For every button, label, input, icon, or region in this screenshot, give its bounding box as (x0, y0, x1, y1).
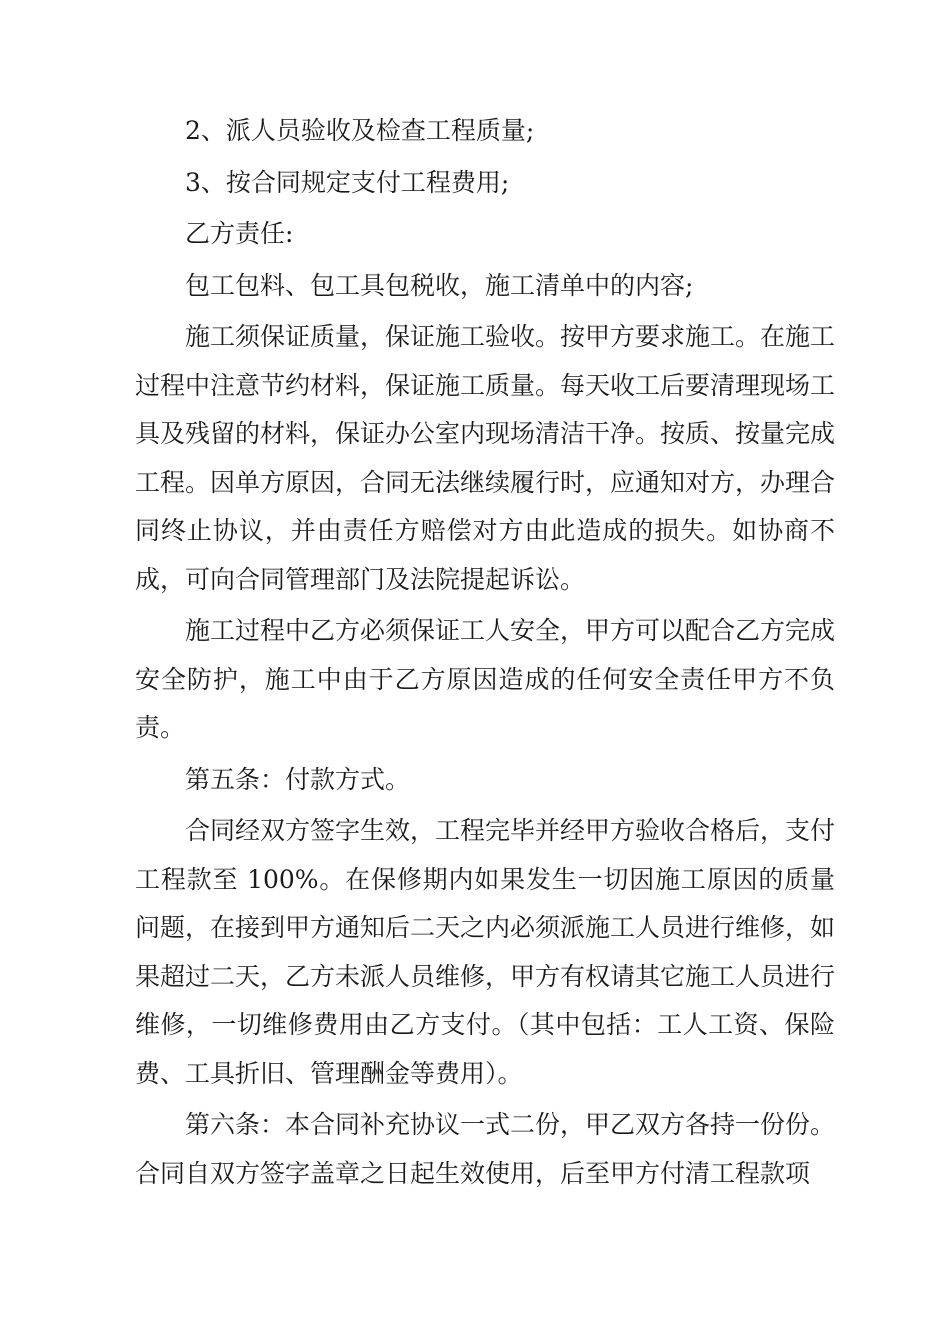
paragraph-quality-requirements: 施工须保证质量，保证施工验收。按甲方要求施工。在施工过程中注意节约材料，保证施工质量。每天收工后要清理现场工具及残留的材料，保证办公室内现场清洁干净。按质、按量完成工程。因单方原因，合同无法继续履行时，应通知对方，办理合同终止协议，并由责任方赔偿对方由此造成的损失。如协商不成，可向合同管理部门及法院提起诉讼。 (135, 322, 836, 594)
paragraph-article-six: 第六条：本合同补充协议一式二份，甲乙双方各持一份份。合同自双方签字盖章之日起生效使用，后至甲方付清工程款项 (135, 1110, 836, 1188)
paragraph-duty-inspection: 2、派人员验收及检查工程质量; (185, 116, 535, 145)
heading-article-five: 第五条：付款方式。 (185, 764, 411, 794)
paragraph-safety: 施工过程中乙方必须保证工人安全，甲方可以配合乙方完成安全防护，施工中由于乙方原因造成的任何安全责任甲方不负责。 (135, 616, 836, 742)
paragraph-payment-terms: 合同经双方签字生效，工程完毕并经甲方验收合格后，支付工程款至 100%。在保修期内如果发生一切因施工原因的质量问题，在接到甲方通知后二天之内必须派施工人员进行维修，如果超过二天，乙方未派人员维修，甲方有权请其它施工人员进行维修，一切维修费用由乙方支付。（其中包括：工人工资、保险费、工具折旧、管理酬金等费用）。 (135, 816, 836, 1088)
paragraph-contract-scope: 包工包料、包工具包税收，施工清单中的内容; (185, 270, 694, 300)
paragraph-duty-payment: 3、按合同规定支付工程费用; (185, 167, 510, 197)
heading-party-b-duties: 乙方责任: (185, 219, 294, 248)
document-body (135, 107, 835, 1198)
